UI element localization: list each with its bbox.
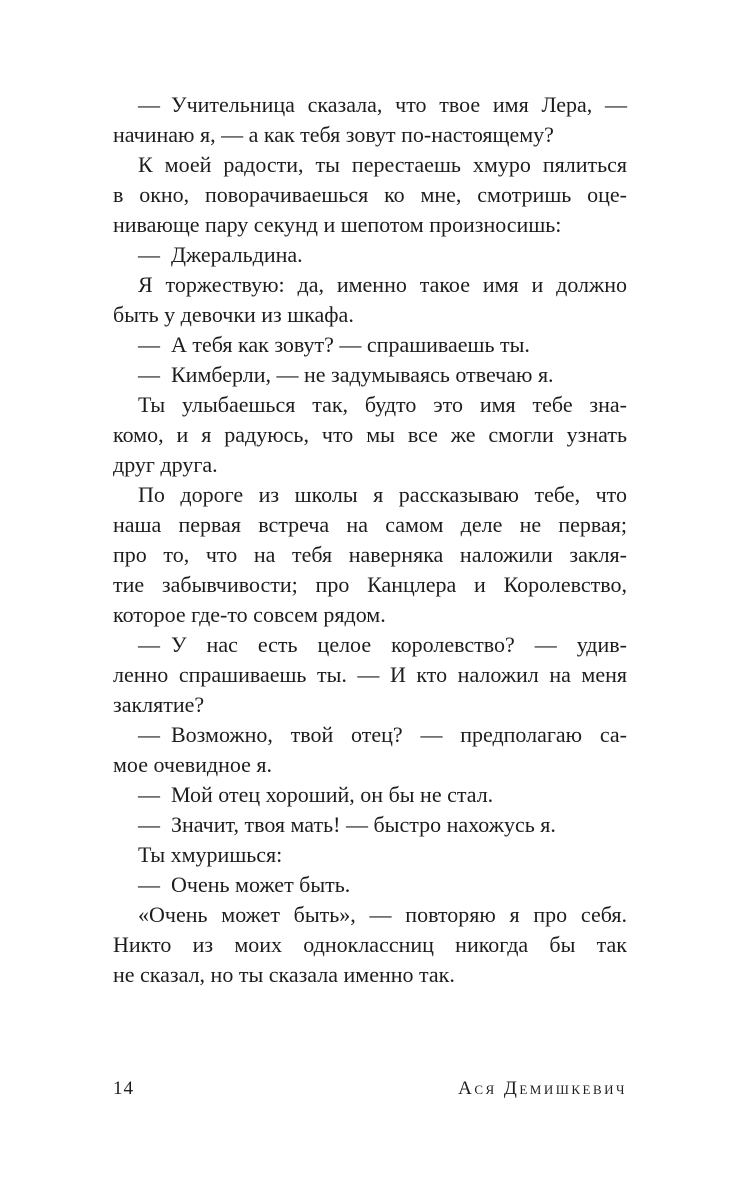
text-line: заклятие? (113, 692, 205, 717)
page-number: 14 (113, 1078, 134, 1099)
text-line: — Очень может быть. (138, 872, 351, 897)
text-line: — Джеральдина. (138, 242, 303, 267)
text-line: К моей радости, ты перестаешь хмуро пялиться (138, 152, 627, 177)
text-line: начинаю я, — а как тебя зовут по-настоящему? (113, 122, 554, 147)
text-line: нивающе пару секунд и шепотом произносишь: (113, 212, 562, 237)
text-line: мое очевидное я. (113, 752, 272, 777)
text-line: в окно, поворачиваешься ко мне, смотришь оце- (113, 182, 627, 207)
text-line: наша первая встреча на самом деле не первая; (113, 512, 627, 537)
text-line: Никто из моих одноклассниц никогда бы так (113, 932, 627, 957)
text-line: — Значит, твоя мать! — быстро нахожусь я. (138, 812, 556, 837)
running-head-author: Ася Демишкевич (458, 1078, 627, 1099)
text-line: быть у девочки из шкафа. (113, 302, 354, 327)
text-line: не сказал, но ты сказала именно так. (113, 962, 455, 987)
text-line: ленно спрашиваешь ты. — И кто наложил на меня (113, 662, 627, 687)
text-line: — А тебя как зовут? — спрашиваешь ты. (138, 332, 530, 357)
page-body-text (113, 90, 627, 990)
text-line: друг друга. (113, 452, 218, 477)
text-line: Я торжествую: да, именно такое имя и должно (138, 272, 627, 297)
text-line: «Очень может быть», — повторяю я про себя. (138, 902, 627, 927)
text-line: тие забывчивости; про Канцлера и Королевство, (113, 572, 627, 597)
text-line: Ты хмуришься: (138, 842, 283, 867)
text-line: комо, и я радуюсь, что мы все же смогли узнать (113, 422, 627, 447)
text-line: — Возможно, твой отец? — предполагаю са- (138, 722, 627, 747)
text-line: которое где-то совсем рядом. (113, 602, 386, 627)
page-footer (113, 1078, 627, 1100)
text-line: — Мой отец хороший, он бы не стал. (138, 782, 494, 807)
text-line: — Кимберли, — не задумываясь отвечаю я. (138, 362, 554, 387)
text-line: — Учительница сказала, что твое имя Лера, — (138, 92, 627, 117)
text-line: Ты улыбаешься так, будто это имя тебе зна- (138, 392, 627, 417)
text-line: По дороге из школы я рассказываю тебе, что (138, 482, 627, 507)
text-line: про то, что на тебя наверняка наложили закля- (113, 542, 627, 567)
text-line: — У нас есть целое королевство? — удив- (138, 632, 627, 657)
